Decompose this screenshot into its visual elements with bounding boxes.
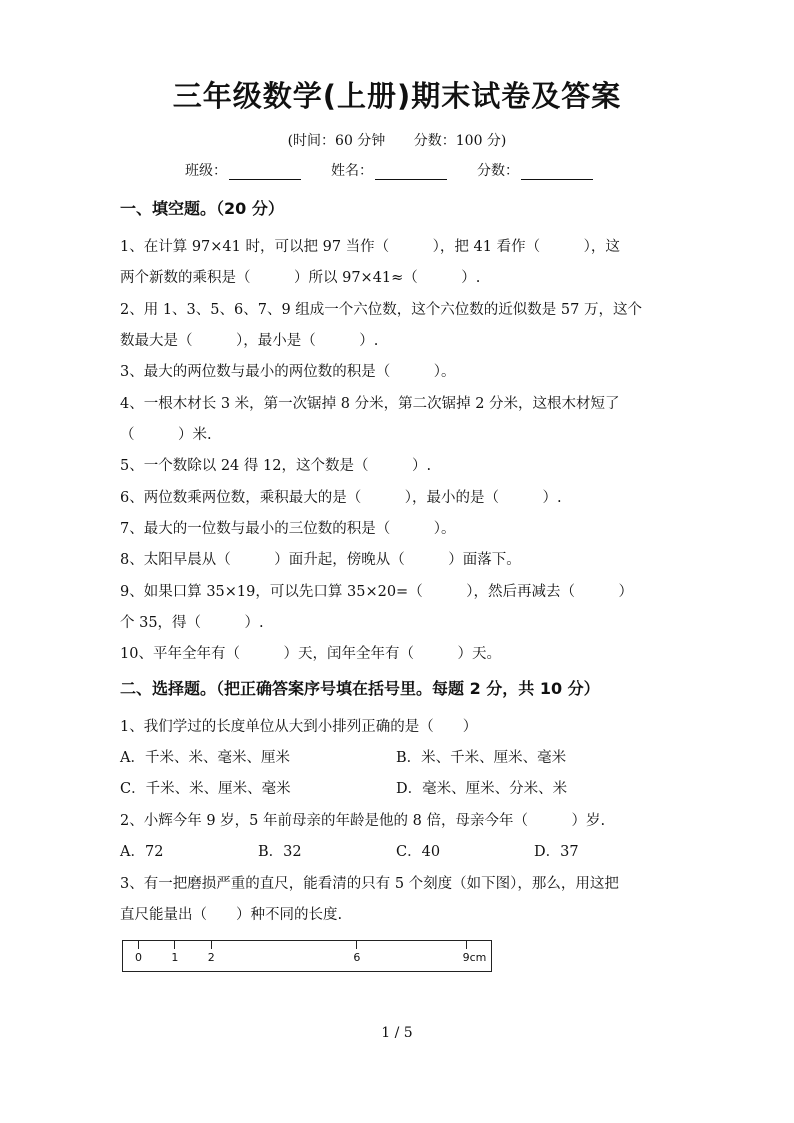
- ruler-tick-label: 9cm: [462, 951, 487, 964]
- ruler-tick: [356, 940, 357, 949]
- question-q1: 1、我们学过的长度单位从大到小排列正确的是（ ）: [120, 719, 478, 735]
- option-d: D．37: [534, 844, 579, 860]
- page-number: 1 / 5: [381, 1025, 413, 1041]
- ruler-tick-label: 1: [171, 951, 179, 964]
- ruler-tick: [138, 940, 139, 949]
- question-line: 6、两位数乘两位数，乘积最大的是（ ），最小的是（ ）.: [120, 490, 562, 506]
- question-line: 两个新数的乘积是（ ）所以 97×41≈（ ）.: [120, 270, 481, 286]
- ruler-tick-label: 2: [207, 951, 215, 964]
- question-line: 7、最大的一位数与最小的三位数的积是（ ）。: [120, 521, 456, 537]
- question-line: 个 35，得（ ）.: [120, 615, 264, 631]
- page-title: 三年级数学(上册)期末试卷及答案: [172, 79, 622, 113]
- question-line: （ ）米.: [120, 427, 212, 443]
- score-info: 分数：100 分): [413, 133, 507, 149]
- question-line: 9、如果口算 35×19，可以先口算 35×20=（ ），然后再减去（ ）: [120, 584, 633, 600]
- ruler-tick-label: 6: [353, 951, 361, 964]
- class-blank[interactable]: [229, 163, 301, 180]
- exam-meta: [0, 130, 794, 150]
- option-b: B．米、千米、厘米、毫米: [396, 750, 567, 766]
- option-a: A．千米、米、毫米、厘米: [120, 750, 290, 766]
- question-line: 1、在计算 97×41 时，可以把 97 当作（ ），把 41 看作（ ），这: [120, 239, 620, 255]
- option-c: C．千米、米、厘米、毫米: [120, 781, 291, 797]
- question-line: 8、太阳早晨从（ ）面升起，傍晚从（ ）面落下。: [120, 552, 521, 568]
- ruler-tick: [174, 940, 175, 949]
- ruler-tick-label: 0: [135, 951, 142, 964]
- class-field[interactable]: [185, 160, 301, 180]
- question-line: 10、平年全年有（ ）天，闰年全年有（ ）天。: [120, 646, 501, 662]
- question-line: 2、用 1、3、5、6、7、9 组成一个六位数，这个六位数的近似数是 57 万，这个: [120, 302, 642, 318]
- name-field[interactable]: [331, 160, 447, 180]
- ruler-diagram: [122, 940, 492, 972]
- section2-heading: 二、选择题。（把正确答案序号填在括号里。每题 2 分，共 10 分）: [120, 679, 600, 698]
- student-fields: [185, 160, 593, 180]
- score-field[interactable]: [477, 160, 593, 180]
- question-q3: 3、有一把磨损严重的直尺，能看清的只有 5 个刻度（如下图），那么，用这把: [120, 876, 619, 892]
- ruler-tick: [211, 940, 212, 949]
- name-label: 姓名：: [331, 163, 373, 179]
- question-line: 3、最大的两位数与最小的两位数的积是（ ）。: [120, 364, 456, 380]
- class-label: 班级：: [185, 163, 227, 179]
- score-label: 分数：: [477, 163, 519, 179]
- question-q2: 2、小辉今年 9 岁，5 年前母亲的年龄是他的 8 倍，母亲今年（ ）岁.: [120, 813, 606, 829]
- option-b: B．32: [258, 844, 302, 860]
- question-q3-cont: 直尺能量出（ ）种不同的长度.: [120, 907, 343, 923]
- question-line: 数最大是（ ），最小是（ ）.: [120, 333, 379, 349]
- option-c: C．40: [396, 844, 441, 860]
- option-d: D．毫米、厘米、分米、米: [396, 781, 568, 797]
- option-a: A．72: [120, 844, 164, 860]
- section1-heading: 一、填空题。（20 分）: [120, 199, 284, 218]
- question-line: 4、一根木材长 3 米，第一次锯掉 8 分米，第二次锯掉 2 分米，这根木材短了: [120, 396, 620, 412]
- name-blank[interactable]: [375, 163, 447, 180]
- ruler-tick: [466, 940, 467, 949]
- score-blank[interactable]: [521, 163, 593, 180]
- time-info: (时间：60 分钟: [287, 133, 386, 149]
- question-line: 5、一个数除以 24 得 12，这个数是（ ）.: [120, 458, 432, 474]
